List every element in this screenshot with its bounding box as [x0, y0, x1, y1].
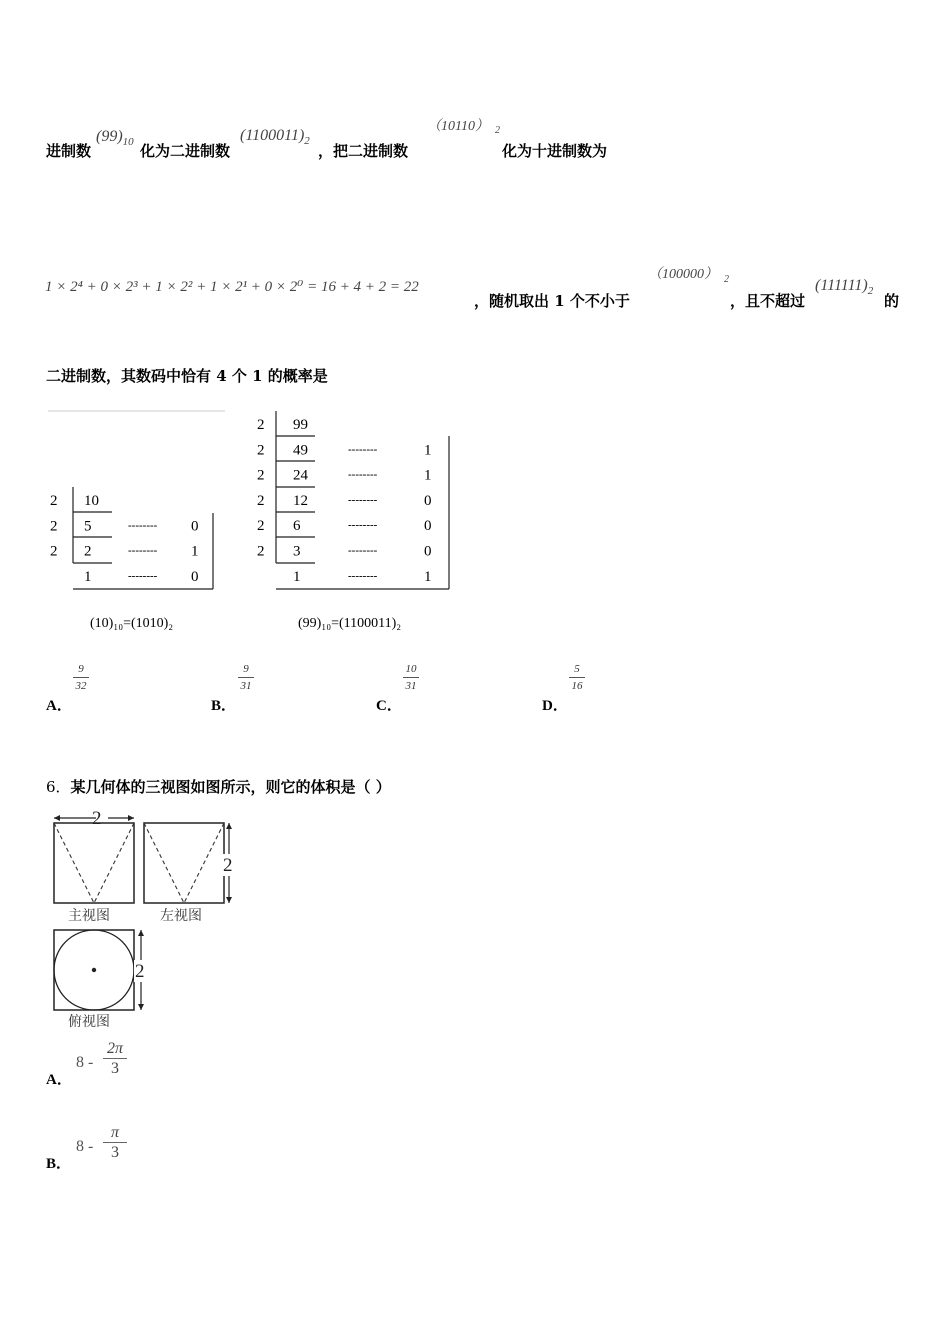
- division-right-row-remainder: 1: [424, 442, 432, 459]
- question-6: [46, 776, 391, 797]
- fraction-numerator: π: [110, 1124, 119, 1141]
- text-line-2-seg3: 的: [884, 292, 900, 310]
- fraction-bar: [73, 677, 89, 678]
- math-10110-sub: 2: [495, 125, 500, 136]
- question-6-text: 某几何体的三视图如图所示，则它的体积是（ ）: [70, 778, 391, 796]
- top-view-depth-label: 2: [135, 961, 145, 982]
- division-left-row-dash: --------: [128, 569, 158, 582]
- division-left-row-dash: --------: [128, 544, 158, 557]
- math-100000-base2: （100000）: [648, 267, 718, 282]
- three-view-drawing: [44, 806, 244, 1036]
- division-left-row-dash: --------: [128, 519, 158, 532]
- division-right-row-quotient: 49: [293, 442, 308, 459]
- fraction-numerator: 9: [78, 663, 84, 675]
- expansion-formula: 1 × 2⁴ + 0 × 2³ + 1 × 2² + 1 × 2¹ + 0 × 2⁰ = 16 + 4 + 2 = 22: [45, 279, 419, 295]
- q6-option-label[interactable]: B．: [46, 1156, 72, 1172]
- division-left-row-quotient: 10: [84, 493, 99, 509]
- division-right-row-dash: --------: [348, 569, 378, 582]
- fraction-denominator: 3: [111, 1060, 119, 1077]
- q6-option-label[interactable]: A．: [46, 1072, 72, 1088]
- fraction-denominator: 32: [75, 680, 87, 692]
- top-view: [54, 930, 148, 1030]
- q5-option-fraction: [403, 662, 419, 693]
- division-right-row-dash: --------: [348, 493, 378, 506]
- fraction-denominator: 31: [405, 680, 417, 692]
- math-1100011-base2: $(1100011)_2$: [240, 127, 310, 147]
- side-view: [144, 823, 236, 924]
- side-view-label: 左视图: [160, 909, 202, 924]
- side-view-height-label: 2: [223, 855, 233, 876]
- q5-option-fraction: [238, 662, 254, 693]
- math-10110-base2: （10110）: [427, 119, 489, 134]
- text-line-1-seg4: 化为十进制数为: [502, 142, 608, 160]
- division-right-row-remainder: 1: [424, 467, 432, 484]
- fraction-numerator: 9: [243, 663, 249, 675]
- math-100000-sub: 2: [724, 274, 729, 285]
- fraction-denominator: 3: [111, 1144, 119, 1161]
- question-6-number: 6．: [46, 778, 71, 796]
- division-left-row-divisor: 2: [50, 543, 58, 560]
- division-right-row-remainder: 0: [424, 518, 432, 535]
- division-right-row-dash: --------: [348, 519, 378, 532]
- text-line-2-seg1: ，随机取出 1 个不小于: [474, 292, 630, 310]
- fraction-numerator: 5: [574, 663, 580, 675]
- fraction-numerator: 10: [405, 663, 417, 675]
- q6-option-prefix: 8 -: [76, 1138, 94, 1155]
- division-left-row-remainder: 0: [191, 568, 199, 585]
- fraction-denominator: 16: [571, 680, 583, 692]
- math-111111-base2: $(111111)_2$: [815, 277, 874, 297]
- division-left: [50, 487, 213, 631]
- division-right-row-dash: --------: [348, 468, 378, 481]
- division-right-row-divisor: 2: [257, 543, 265, 560]
- q5-option-fraction: [73, 662, 89, 693]
- front-view: [54, 808, 134, 924]
- front-view-width-label: 2: [92, 808, 102, 829]
- fraction-bar: [103, 1058, 127, 1059]
- math-99-base10: $(99)_{10}$: [96, 128, 134, 148]
- text-line-1-seg1: 进制数: [46, 142, 92, 160]
- division-right-caption: (99)₁₀=(1100011)₂: [298, 616, 402, 631]
- fraction-bar: [103, 1142, 127, 1143]
- division-right-row-quotient: 99: [293, 417, 308, 433]
- q5-option-label[interactable]: B．: [211, 698, 237, 714]
- q6-option-fraction: [103, 1040, 127, 1077]
- division-left-row-quotient: 1: [84, 568, 92, 585]
- division-right-row-remainder: 1: [424, 568, 432, 585]
- q5-option-label[interactable]: A．: [46, 698, 72, 714]
- division-left-row-remainder: 1: [191, 543, 199, 560]
- division-left-row-quotient: 5: [84, 518, 92, 535]
- fraction-denominator: 31: [240, 680, 252, 692]
- text-line-2-seg2: ，且不超过: [730, 292, 806, 310]
- q5-option-fraction: [569, 662, 585, 693]
- division-right-row-divisor: 2: [257, 442, 265, 459]
- fraction-bar: [238, 677, 254, 678]
- division-left-row-quotient: 2: [84, 543, 92, 560]
- binary-division-figure: [40, 405, 460, 640]
- top-view-label: 俯视图: [68, 1015, 110, 1030]
- division-left-row-divisor: 2: [50, 518, 58, 535]
- q6-option-fraction: [103, 1124, 127, 1161]
- division-right-row-remainder: 0: [424, 543, 432, 560]
- text-line-3: 二进制数，其数码中恰有 4 个 1 的概率是: [46, 367, 328, 385]
- q5-option-label[interactable]: D．: [542, 698, 568, 714]
- fraction-numerator: 2π: [106, 1040, 123, 1057]
- q6-option-prefix: 8 -: [76, 1054, 94, 1071]
- text-line-1-seg3: ，把二进制数: [318, 142, 409, 160]
- fraction-bar: [403, 677, 419, 678]
- division-right-row-quotient: 6: [293, 518, 301, 535]
- division-left-row-divisor: 2: [50, 493, 58, 509]
- division-left-row-remainder: 0: [191, 518, 199, 535]
- front-view-label: 主视图: [68, 909, 110, 924]
- fraction-bar: [569, 677, 585, 678]
- text-line-1-seg2: 化为二进制数: [140, 142, 231, 160]
- division-right-row-quotient: 3: [293, 543, 301, 560]
- division-right-row-divisor: 2: [257, 417, 265, 433]
- division-right-row-dash: --------: [348, 544, 378, 557]
- division-right-row-quotient: 24: [293, 467, 308, 484]
- division-right-row-divisor: 2: [257, 518, 265, 535]
- division-right-row-divisor: 2: [257, 492, 265, 509]
- division-right-row-dash: --------: [348, 443, 378, 456]
- division-left-caption: (10)₁₀=(1010)₂: [90, 616, 174, 631]
- division-right-row-quotient: 1: [293, 568, 301, 585]
- division-right-row-divisor: 2: [257, 467, 265, 484]
- q5-option-label[interactable]: C．: [376, 698, 402, 714]
- division-right-row-remainder: 0: [424, 492, 432, 509]
- division-right: [257, 411, 449, 631]
- division-right-row-quotient: 12: [293, 492, 308, 509]
